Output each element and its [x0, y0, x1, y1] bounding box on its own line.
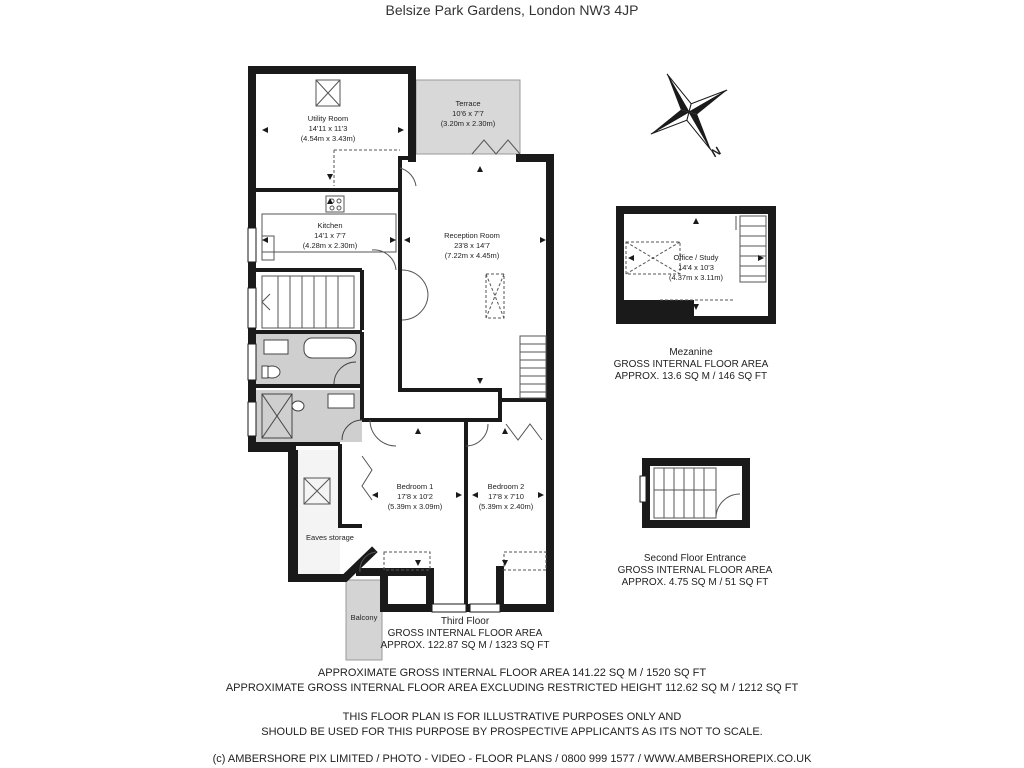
second-floor-area-value: APPROX. 4.75 SQ M / 51 SQ FT — [621, 577, 769, 588]
mezanine-area-value: APPROX. 13.6 SQ M / 146 SQ FT — [614, 371, 768, 382]
credit-line: (c) AMBERSHORE PIX LIMITED / PHOTO - VIDEO - FLOOR PLANS / 0800 999 1577 / WWW.AMBERSHOREPIX.CO.UK — [212, 753, 812, 765]
second-floor-name: Second Floor Entrance — [643, 553, 747, 564]
third-floor-caption — [360, 616, 570, 652]
office-study-name: Office / Study — [673, 253, 719, 262]
bedroom-2-imperial: 17'8 x 7'10 — [488, 492, 524, 501]
utility-room-imperial: 14'11 x 11'3 — [308, 124, 348, 133]
terrace-imperial: 10'6 x 7'7 — [452, 109, 484, 118]
stairs-third-floor — [262, 276, 354, 328]
page-title: Belsize Park Gardens, London NW3 4JP — [385, 2, 639, 18]
terrace-metric: (3.20m x 2.30m) — [440, 119, 496, 128]
second-floor-caption — [590, 553, 800, 589]
third-floor-area-value: APPROX. 122.87 SQ M / 1323 SQ FT — [380, 640, 550, 651]
bedroom-2-metric: (5.39m x 2.40m) — [478, 502, 534, 511]
reception-room-imperial: 23'8 x 14'7 — [454, 241, 490, 250]
kitchen-metric: (4.28m x 2.30m) — [302, 241, 358, 250]
utility-room-name: Utility Room — [307, 114, 349, 123]
mezanine-caption — [586, 347, 796, 383]
reception-room-name: Reception Room — [444, 231, 500, 240]
compass-north-letter: N — [708, 143, 724, 161]
mezanine-area-label: GROSS INTERNAL FLOOR AREA — [613, 359, 769, 370]
bedroom-1-name: Bedroom 1 — [396, 482, 434, 491]
mezanine-floor-name: Mezanine — [669, 347, 713, 358]
disclaimer-line-2: SHOULD BE USED FOR THIS PURPOSE BY PROSPECTIVE APPLICANTS AS ITS NOT TO SCALE. — [261, 726, 763, 738]
third-floor-area-label: GROSS INTERNAL FLOOR AREA — [387, 628, 543, 639]
eaves-storage-area — [296, 450, 340, 576]
third-floor-name: Third Floor — [440, 616, 490, 627]
utility-room-metric: (4.54m x 3.43m) — [300, 134, 356, 143]
eaves-storage-label: Eaves storage — [306, 533, 354, 542]
balcony-label: Balcony — [350, 613, 378, 622]
disclaimer-line-1: THIS FLOOR PLAN IS FOR ILLUSTRATIVE PURPOSES ONLY AND — [342, 711, 682, 723]
bedroom-1-imperial: 17'8 x 10'2 — [397, 492, 433, 501]
reception-room-metric: (7.22m x 4.45m) — [444, 251, 500, 260]
second-floor-area-label: GROSS INTERNAL FLOOR AREA — [617, 565, 773, 576]
office-study-metric: (4.37m x 3.11m) — [668, 273, 724, 282]
total-area-line-1: APPROXIMATE GROSS INTERNAL FLOOR AREA 141.22 SQ M / 1520 SQ FT — [317, 667, 707, 679]
kitchen-name: Kitchen — [317, 221, 343, 230]
compass-icon — [629, 52, 749, 172]
bedroom-2-name: Bedroom 2 — [487, 482, 525, 491]
reception-details — [402, 270, 546, 398]
bedroom-1-metric: (5.39m x 3.09m) — [387, 502, 443, 511]
total-area-line-2: APPROXIMATE GROSS INTERNAL FLOOR AREA EXCLUDING RESTRICTED HEIGHT 112.62 SQ M / 1212 SQ FT — [225, 682, 799, 694]
second-floor-entrance-plan — [640, 462, 746, 524]
kitchen-imperial: 14'1 x 7'7 — [314, 231, 346, 240]
terrace-name: Terrace — [455, 99, 481, 108]
office-study-imperial: 14'4 x 10'3 — [678, 263, 714, 272]
